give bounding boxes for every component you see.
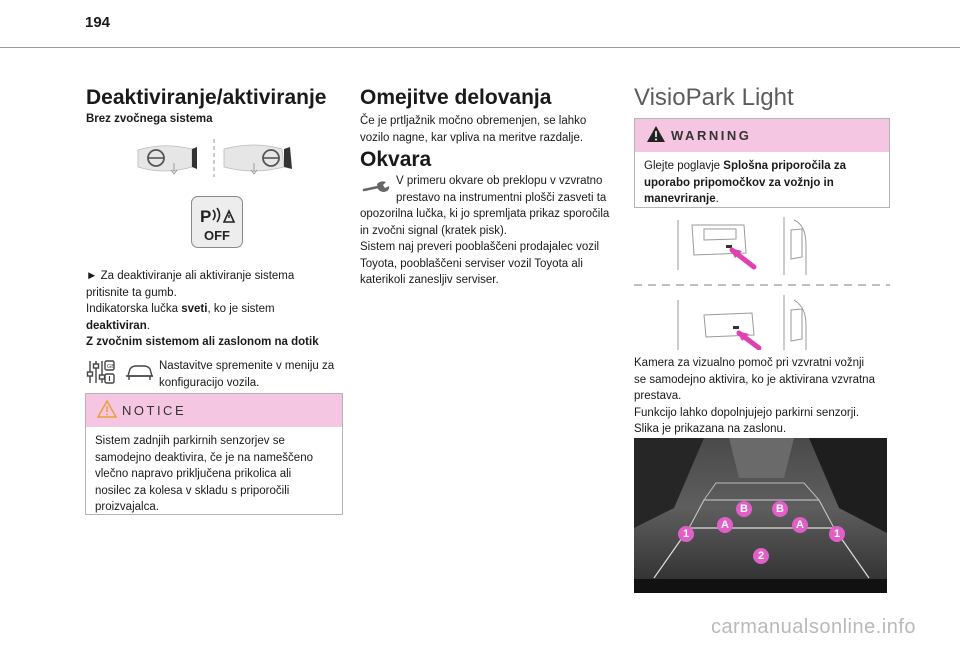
fault-rest	[360, 206, 622, 289]
marker-1-right: 1	[829, 526, 845, 542]
para2-bold-deactivated: deaktiviran	[86, 319, 147, 332]
subtitle-no-audio: Brez zvočnega sistema	[86, 113, 213, 125]
svg-text:GB: GB	[107, 364, 115, 370]
warning-label: WARNING	[671, 128, 752, 143]
para1-line1: Za deaktiviranje ali aktiviranje sistema	[100, 270, 295, 282]
camera-view-image	[634, 438, 887, 593]
svg-text:P: P	[200, 207, 212, 226]
rear-camera-display	[634, 438, 887, 593]
camera-location-illustration	[634, 215, 890, 350]
limits-text: Če je prtljažnik močno obremenjen, se lahko vozilo nagne, kar vpliva na meritve razdalje.	[360, 115, 587, 144]
notice-box	[85, 393, 343, 515]
warning-header	[635, 119, 889, 152]
notice-header	[86, 394, 342, 427]
notice-body	[86, 427, 342, 522]
fault-line-5: Sistem naj preveri pooblaščeni prodajalec vozil	[360, 241, 600, 253]
para2-bold-on: sveti	[181, 303, 208, 315]
marker-b-left: B	[736, 501, 752, 517]
desc-line: Funkcijo lahko dopolnjujejo parkirni senzorji.	[634, 406, 860, 419]
para2-end: .	[146, 319, 150, 332]
off-label: OFF	[204, 228, 230, 243]
notice-line: nosilec za kolesa v skladu s priporočili	[95, 484, 290, 497]
warning-box	[634, 118, 890, 208]
deactivate-instructions	[86, 268, 346, 334]
section-title-deactivation: Deaktiviranje/aktiviranje	[86, 86, 327, 109]
marker-a-right: A	[792, 517, 808, 533]
marker-1-left: 1	[678, 526, 694, 542]
park-assist-off-button[interactable]	[191, 196, 243, 248]
warning-icon	[646, 125, 666, 143]
header-divider	[0, 47, 960, 48]
para1-line2: pritisnite ta gumb.	[86, 286, 177, 299]
para2-mid: , ko je sistem	[207, 303, 275, 315]
marker-2: 2	[753, 548, 769, 564]
page-number: 194	[85, 14, 111, 31]
desc-line: Kamera za vizualno pomoč pri vzvratni vožnji	[634, 357, 865, 369]
watermark: carmanualsonline.info	[710, 616, 916, 638]
sensor-zones-illustration	[134, 137, 296, 179]
desc-line: Slika je prikazana na zaslonu.	[634, 423, 787, 435]
notice-line: Sistem zadnjih parkirnih senzorjev se	[95, 435, 285, 447]
section-title-visiopark: VisioPark Light	[634, 84, 794, 111]
fault-line-6: Toyota, pooblaščeni serviser vozil Toyota ali	[360, 257, 583, 270]
visiopark-description	[634, 355, 890, 438]
desc-line: prestava.	[634, 390, 682, 402]
vehicle-settings-icon	[86, 358, 154, 386]
config-instructions: Nastavitve spremenite v meniju za konfiguracijo vozila.	[159, 360, 335, 389]
notice-line: proizvajalca.	[95, 501, 159, 513]
section-title-limits: Omejitve delovanja	[360, 86, 552, 109]
notice-line: samodejno deaktivira, če je na nameščeno	[95, 451, 313, 464]
warning-ref: Splošna priporočila za uporabo pripomočkov za vožnjo in manevriranje	[644, 160, 846, 205]
parking-sensor-icon	[200, 205, 236, 227]
fault-line-7: katerikoli zanesljiv serviser.	[360, 274, 499, 286]
fault-line-3: opozorilna lučka, ki jo spremljata prikaz sporočila	[360, 208, 610, 220]
para2-pre: Indikatorska lučka	[86, 303, 182, 315]
marker-b-right: B	[772, 501, 788, 517]
warning-body	[635, 152, 889, 214]
fault-line-1: V primeru okvare ob preklopu v vzvratno	[396, 175, 603, 187]
fault-line-2: prestavo na instrumentni plošči zasveti ta	[396, 191, 607, 204]
notice-line: vlečno napravo priključena prikolica ali	[95, 468, 292, 480]
warning-triangle-icon	[97, 400, 117, 418]
marker-a-left: A	[717, 517, 733, 533]
notice-label: NOTICE	[122, 403, 187, 418]
desc-line: se samodejno aktivira, ko je aktivirana vzvratna	[634, 373, 875, 386]
section-title-fault: Okvara	[360, 148, 432, 171]
fault-line-4: in zvočni signal (kratek pisk).	[360, 224, 507, 237]
warning-end: .	[715, 193, 719, 205]
warning-pre: Glejte poglavje	[644, 160, 724, 172]
wrench-icon	[362, 177, 392, 195]
bullet-marker: ►	[86, 270, 98, 282]
subtitle-with-audio: Z zvočnim sistemom ali zaslonom na dotik	[86, 336, 319, 348]
